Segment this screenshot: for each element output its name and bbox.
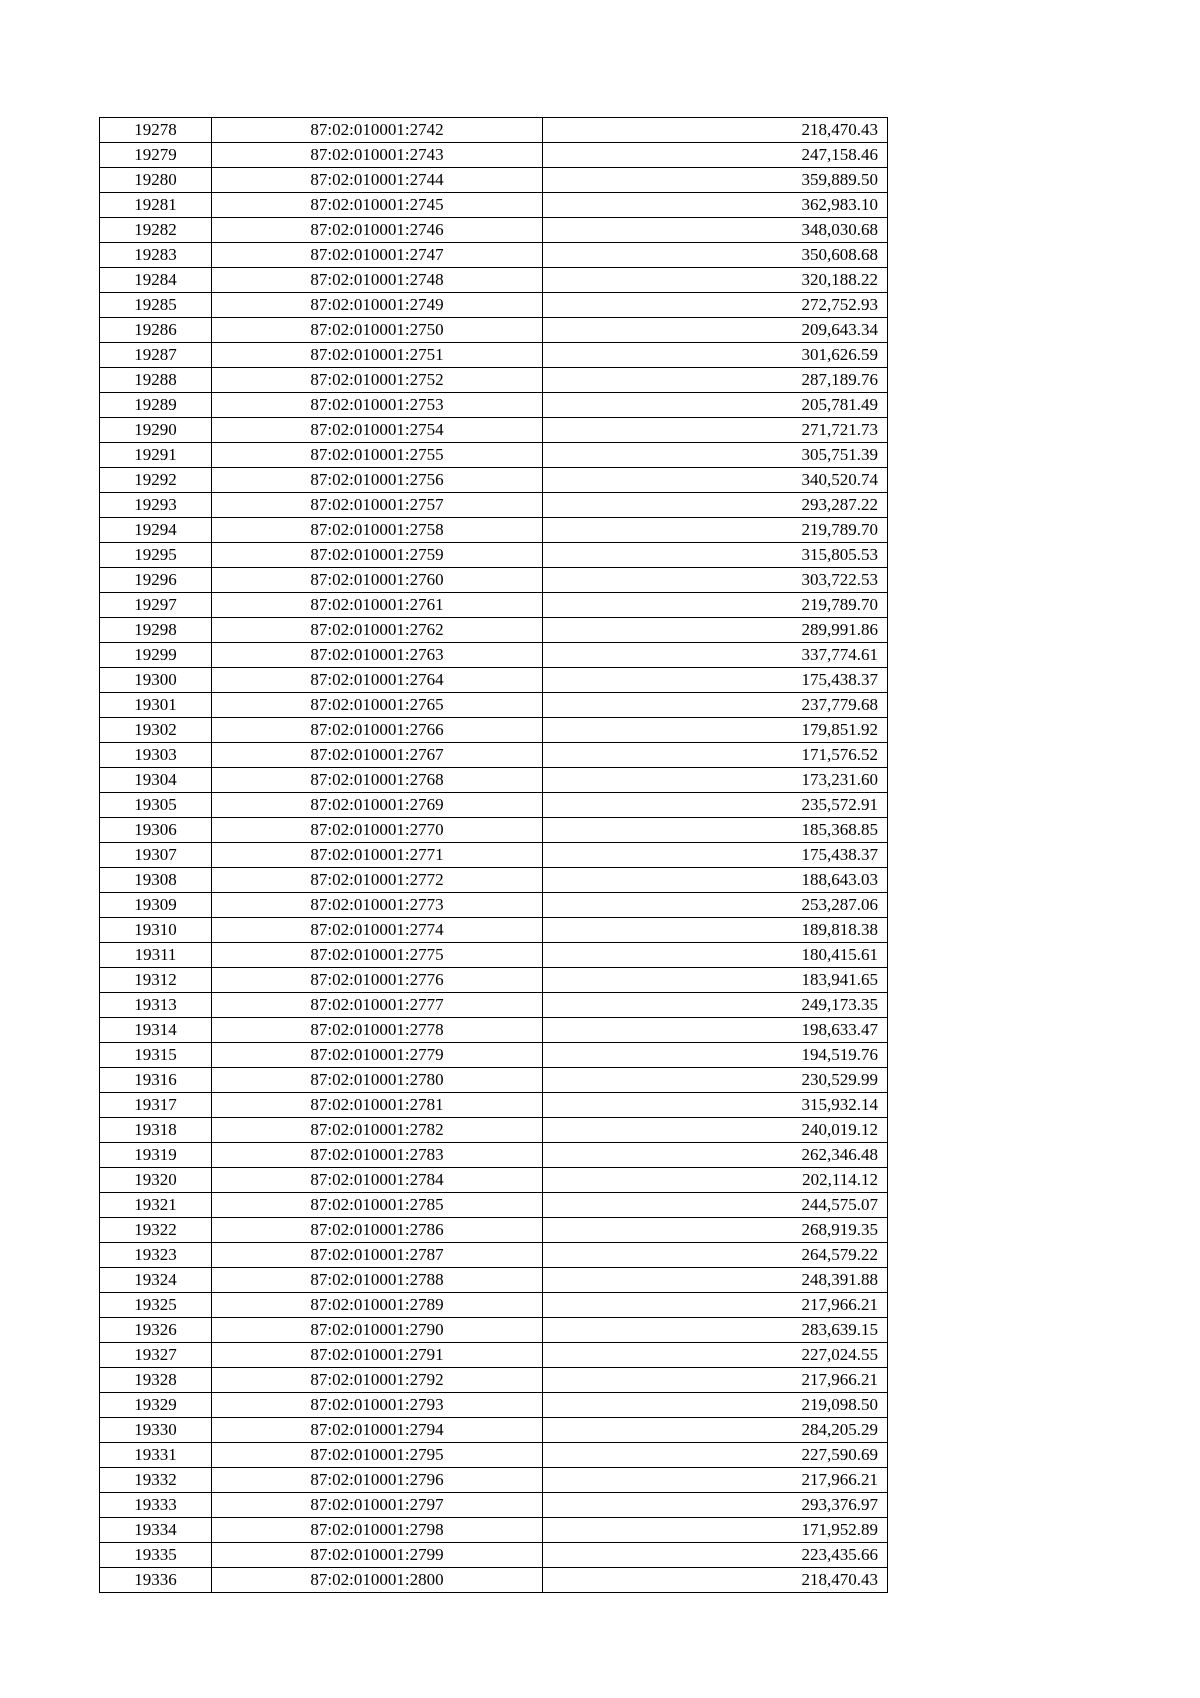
table-row [100, 743, 888, 768]
row-number-cell: 19327 [100, 1343, 212, 1368]
row-number-cell: 19324 [100, 1268, 212, 1293]
row-number-cell: 19312 [100, 968, 212, 993]
row-number-cell: 19323 [100, 1243, 212, 1268]
row-number-cell: 19295 [100, 543, 212, 568]
cadastral-number-cell: 87:02:010001:2786 [212, 1218, 543, 1243]
row-number-cell: 19310 [100, 918, 212, 943]
row-number-cell: 19303 [100, 743, 212, 768]
cadastral-number-cell: 87:02:010001:2781 [212, 1093, 543, 1118]
cadastral-number-cell: 87:02:010001:2783 [212, 1143, 543, 1168]
cadastral-number-cell: 87:02:010001:2760 [212, 568, 543, 593]
table-row [100, 518, 888, 543]
row-number-cell: 19308 [100, 868, 212, 893]
value-cell: 262,346.48 [543, 1143, 888, 1168]
table-row [100, 218, 888, 243]
row-number-cell: 19328 [100, 1368, 212, 1393]
cadastral-number-cell: 87:02:010001:2791 [212, 1343, 543, 1368]
table-row [100, 1368, 888, 1393]
row-number-cell: 19322 [100, 1218, 212, 1243]
row-number-cell: 19290 [100, 418, 212, 443]
table-row [100, 318, 888, 343]
table-row [100, 1018, 888, 1043]
cadastral-number-cell: 87:02:010001:2779 [212, 1043, 543, 1068]
table-row [100, 1193, 888, 1218]
table-row [100, 618, 888, 643]
cadastral-number-cell: 87:02:010001:2757 [212, 493, 543, 518]
cadastral-number-cell: 87:02:010001:2772 [212, 868, 543, 893]
row-number-cell: 19283 [100, 243, 212, 268]
value-cell: 348,030.68 [543, 218, 888, 243]
value-cell: 194,519.76 [543, 1043, 888, 1068]
value-cell: 217,966.21 [543, 1368, 888, 1393]
cadastral-number-cell: 87:02:010001:2777 [212, 993, 543, 1018]
row-number-cell: 19305 [100, 793, 212, 818]
table-row [100, 118, 888, 143]
value-cell: 219,789.70 [543, 593, 888, 618]
row-number-cell: 19298 [100, 618, 212, 643]
row-number-cell: 19280 [100, 168, 212, 193]
cadastral-number-cell: 87:02:010001:2774 [212, 918, 543, 943]
value-cell: 183,941.65 [543, 968, 888, 993]
row-number-cell: 19332 [100, 1468, 212, 1493]
value-cell: 188,643.03 [543, 868, 888, 893]
table-row [100, 893, 888, 918]
cadastral-number-cell: 87:02:010001:2742 [212, 118, 543, 143]
row-number-cell: 19296 [100, 568, 212, 593]
value-cell: 185,368.85 [543, 818, 888, 843]
table-row [100, 1393, 888, 1418]
cadastral-number-cell: 87:02:010001:2763 [212, 643, 543, 668]
row-number-cell: 19334 [100, 1518, 212, 1543]
value-cell: 180,415.61 [543, 943, 888, 968]
row-number-cell: 19307 [100, 843, 212, 868]
value-cell: 268,919.35 [543, 1218, 888, 1243]
cadastral-number-cell: 87:02:010001:2754 [212, 418, 543, 443]
row-number-cell: 19333 [100, 1493, 212, 1518]
cadastral-number-cell: 87:02:010001:2792 [212, 1368, 543, 1393]
row-number-cell: 19292 [100, 468, 212, 493]
table-row [100, 1268, 888, 1293]
cadastral-number-cell: 87:02:010001:2748 [212, 268, 543, 293]
value-cell: 350,608.68 [543, 243, 888, 268]
table-row [100, 693, 888, 718]
value-cell: 284,205.29 [543, 1418, 888, 1443]
value-cell: 209,643.34 [543, 318, 888, 343]
table-row [100, 668, 888, 693]
value-cell: 320,188.22 [543, 268, 888, 293]
cadastral-number-cell: 87:02:010001:2743 [212, 143, 543, 168]
cadastral-number-cell: 87:02:010001:2769 [212, 793, 543, 818]
row-number-cell: 19281 [100, 193, 212, 218]
value-cell: 249,173.35 [543, 993, 888, 1018]
cadastral-number-cell: 87:02:010001:2788 [212, 1268, 543, 1293]
row-number-cell: 19282 [100, 218, 212, 243]
row-number-cell: 19297 [100, 593, 212, 618]
table-row [100, 543, 888, 568]
table-row [100, 943, 888, 968]
row-number-cell: 19321 [100, 1193, 212, 1218]
cadastral-number-cell: 87:02:010001:2767 [212, 743, 543, 768]
table-row [100, 968, 888, 993]
row-number-cell: 19287 [100, 343, 212, 368]
cadastral-number-cell: 87:02:010001:2778 [212, 1018, 543, 1043]
row-number-cell: 19288 [100, 368, 212, 393]
cadastral-number-cell: 87:02:010001:2746 [212, 218, 543, 243]
table-row [100, 1343, 888, 1368]
table-row [100, 418, 888, 443]
table-row [100, 1518, 888, 1543]
row-number-cell: 19284 [100, 268, 212, 293]
value-cell: 171,576.52 [543, 743, 888, 768]
table-row [100, 293, 888, 318]
value-cell: 230,529.99 [543, 1068, 888, 1093]
cadastral-number-cell: 87:02:010001:2766 [212, 718, 543, 743]
value-cell: 217,966.21 [543, 1468, 888, 1493]
table-row [100, 1218, 888, 1243]
table-row [100, 818, 888, 843]
value-cell: 362,983.10 [543, 193, 888, 218]
row-number-cell: 19313 [100, 993, 212, 1018]
value-cell: 272,752.93 [543, 293, 888, 318]
table-row [100, 1043, 888, 1068]
table-row [100, 718, 888, 743]
row-number-cell: 19299 [100, 643, 212, 668]
cadastral-number-cell: 87:02:010001:2782 [212, 1118, 543, 1143]
table-body [100, 118, 888, 1593]
row-number-cell: 19301 [100, 693, 212, 718]
table-row [100, 1243, 888, 1268]
cadastral-number-cell: 87:02:010001:2776 [212, 968, 543, 993]
table-row [100, 143, 888, 168]
table-row [100, 243, 888, 268]
cadastral-number-cell: 87:02:010001:2800 [212, 1568, 543, 1593]
cadastral-number-cell: 87:02:010001:2790 [212, 1318, 543, 1343]
row-number-cell: 19330 [100, 1418, 212, 1443]
cadastral-number-cell: 87:02:010001:2795 [212, 1443, 543, 1468]
cadastral-number-cell: 87:02:010001:2751 [212, 343, 543, 368]
row-number-cell: 19291 [100, 443, 212, 468]
cadastral-number-cell: 87:02:010001:2771 [212, 843, 543, 868]
value-cell: 223,435.66 [543, 1543, 888, 1568]
value-cell: 237,779.68 [543, 693, 888, 718]
row-number-cell: 19285 [100, 293, 212, 318]
table-row [100, 368, 888, 393]
value-cell: 179,851.92 [543, 718, 888, 743]
value-cell: 189,818.38 [543, 918, 888, 943]
row-number-cell: 19314 [100, 1018, 212, 1043]
row-number-cell: 19326 [100, 1318, 212, 1343]
table-row [100, 1418, 888, 1443]
cadastral-number-cell: 87:02:010001:2747 [212, 243, 543, 268]
table-row [100, 768, 888, 793]
table-row [100, 1293, 888, 1318]
table-row [100, 643, 888, 668]
value-cell: 217,966.21 [543, 1293, 888, 1318]
cadastral-number-cell: 87:02:010001:2762 [212, 618, 543, 643]
table-row [100, 868, 888, 893]
value-cell: 301,626.59 [543, 343, 888, 368]
value-cell: 247,158.46 [543, 143, 888, 168]
row-number-cell: 19278 [100, 118, 212, 143]
value-cell: 359,889.50 [543, 168, 888, 193]
cadastral-number-cell: 87:02:010001:2744 [212, 168, 543, 193]
cadastral-number-cell: 87:02:010001:2749 [212, 293, 543, 318]
table-row [100, 1143, 888, 1168]
row-number-cell: 19316 [100, 1068, 212, 1093]
row-number-cell: 19286 [100, 318, 212, 343]
value-cell: 244,575.07 [543, 1193, 888, 1218]
table-row [100, 193, 888, 218]
value-cell: 264,579.22 [543, 1243, 888, 1268]
table-row [100, 1468, 888, 1493]
value-cell: 173,231.60 [543, 768, 888, 793]
cadastral-number-cell: 87:02:010001:2759 [212, 543, 543, 568]
cadastral-number-cell: 87:02:010001:2758 [212, 518, 543, 543]
row-number-cell: 19325 [100, 1293, 212, 1318]
value-cell: 271,721.73 [543, 418, 888, 443]
table-row [100, 393, 888, 418]
value-cell: 240,019.12 [543, 1118, 888, 1143]
table-row [100, 1543, 888, 1568]
row-number-cell: 19319 [100, 1143, 212, 1168]
table-row [100, 793, 888, 818]
value-cell: 315,932.14 [543, 1093, 888, 1118]
cadastral-number-cell: 87:02:010001:2787 [212, 1243, 543, 1268]
value-cell: 283,639.15 [543, 1318, 888, 1343]
table-row [100, 568, 888, 593]
cadastral-number-cell: 87:02:010001:2798 [212, 1518, 543, 1543]
row-number-cell: 19294 [100, 518, 212, 543]
table-row [100, 343, 888, 368]
row-number-cell: 19329 [100, 1393, 212, 1418]
row-number-cell: 19318 [100, 1118, 212, 1143]
value-cell: 293,376.97 [543, 1493, 888, 1518]
table-row [100, 993, 888, 1018]
value-cell: 340,520.74 [543, 468, 888, 493]
row-number-cell: 19335 [100, 1543, 212, 1568]
value-cell: 202,114.12 [543, 1168, 888, 1193]
table-row [100, 1168, 888, 1193]
cadastral-number-cell: 87:02:010001:2761 [212, 593, 543, 618]
row-number-cell: 19336 [100, 1568, 212, 1593]
cadastral-number-cell: 87:02:010001:2794 [212, 1418, 543, 1443]
row-number-cell: 19279 [100, 143, 212, 168]
cadastral-number-cell: 87:02:010001:2752 [212, 368, 543, 393]
table-row [100, 168, 888, 193]
row-number-cell: 19309 [100, 893, 212, 918]
row-number-cell: 19317 [100, 1093, 212, 1118]
cadastral-number-cell: 87:02:010001:2770 [212, 818, 543, 843]
table-row [100, 268, 888, 293]
table-row [100, 493, 888, 518]
table-row [100, 1568, 888, 1593]
value-cell: 315,805.53 [543, 543, 888, 568]
value-cell: 219,789.70 [543, 518, 888, 543]
value-cell: 175,438.37 [543, 843, 888, 868]
row-number-cell: 19293 [100, 493, 212, 518]
cadastral-number-cell: 87:02:010001:2745 [212, 193, 543, 218]
value-cell: 287,189.76 [543, 368, 888, 393]
value-cell: 235,572.91 [543, 793, 888, 818]
value-cell: 303,722.53 [543, 568, 888, 593]
cadastral-number-cell: 87:02:010001:2773 [212, 893, 543, 918]
value-cell: 218,470.43 [543, 118, 888, 143]
table-row [100, 1093, 888, 1118]
value-cell: 253,287.06 [543, 893, 888, 918]
row-number-cell: 19331 [100, 1443, 212, 1468]
table-row [100, 1493, 888, 1518]
value-cell: 218,470.43 [543, 1568, 888, 1593]
value-cell: 175,438.37 [543, 668, 888, 693]
row-number-cell: 19320 [100, 1168, 212, 1193]
value-cell: 337,774.61 [543, 643, 888, 668]
table-row [100, 1118, 888, 1143]
value-cell: 205,781.49 [543, 393, 888, 418]
cadastral-number-cell: 87:02:010001:2775 [212, 943, 543, 968]
value-cell: 248,391.88 [543, 1268, 888, 1293]
table-row [100, 1318, 888, 1343]
cadastral-number-cell: 87:02:010001:2799 [212, 1543, 543, 1568]
cadastral-number-cell: 87:02:010001:2780 [212, 1068, 543, 1093]
table-row [100, 1068, 888, 1093]
row-number-cell: 19315 [100, 1043, 212, 1068]
cadastral-number-cell: 87:02:010001:2765 [212, 693, 543, 718]
value-cell: 219,098.50 [543, 1393, 888, 1418]
value-cell: 293,287.22 [543, 493, 888, 518]
value-cell: 305,751.39 [543, 443, 888, 468]
table-row [100, 1443, 888, 1468]
value-cell: 171,952.89 [543, 1518, 888, 1543]
value-cell: 198,633.47 [543, 1018, 888, 1043]
value-cell: 289,991.86 [543, 618, 888, 643]
data-table [99, 117, 888, 1593]
table-row [100, 593, 888, 618]
value-cell: 227,590.69 [543, 1443, 888, 1468]
row-number-cell: 19300 [100, 668, 212, 693]
cadastral-number-cell: 87:02:010001:2784 [212, 1168, 543, 1193]
cadastral-number-cell: 87:02:010001:2797 [212, 1493, 543, 1518]
cadastral-number-cell: 87:02:010001:2750 [212, 318, 543, 343]
cadastral-number-cell: 87:02:010001:2793 [212, 1393, 543, 1418]
cadastral-number-cell: 87:02:010001:2753 [212, 393, 543, 418]
cadastral-number-cell: 87:02:010001:2796 [212, 1468, 543, 1493]
table-row [100, 443, 888, 468]
table-row [100, 918, 888, 943]
cadastral-number-cell: 87:02:010001:2755 [212, 443, 543, 468]
table-row [100, 843, 888, 868]
row-number-cell: 19311 [100, 943, 212, 968]
cadastral-number-cell: 87:02:010001:2789 [212, 1293, 543, 1318]
row-number-cell: 19302 [100, 718, 212, 743]
row-number-cell: 19289 [100, 393, 212, 418]
cadastral-number-cell: 87:02:010001:2764 [212, 668, 543, 693]
cadastral-number-cell: 87:02:010001:2768 [212, 768, 543, 793]
row-number-cell: 19306 [100, 818, 212, 843]
table-row [100, 468, 888, 493]
value-cell: 227,024.55 [543, 1343, 888, 1368]
cadastral-number-cell: 87:02:010001:2785 [212, 1193, 543, 1218]
row-number-cell: 19304 [100, 768, 212, 793]
cadastral-number-cell: 87:02:010001:2756 [212, 468, 543, 493]
